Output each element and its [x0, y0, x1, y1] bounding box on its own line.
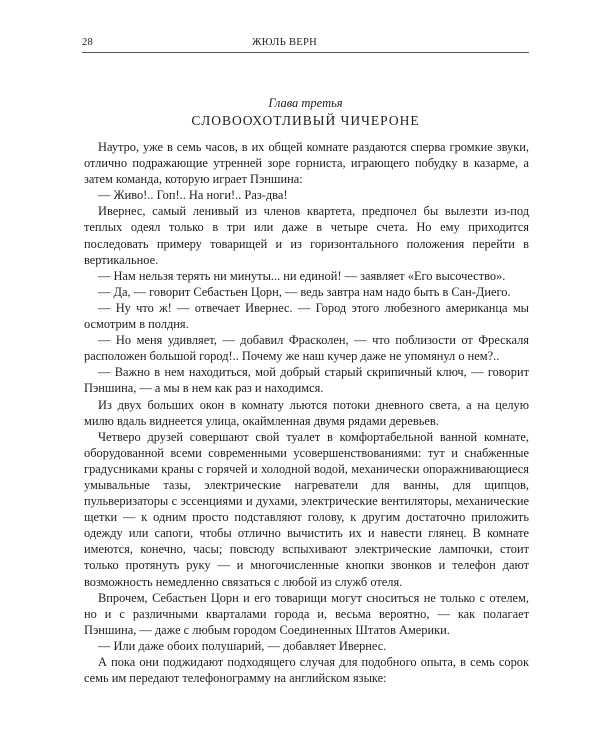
- paragraph: — Да, — говорит Себастьен Цорн, — ведь завтра нам надо быть в Сан-Диего.: [98, 284, 511, 299]
- paragraph: Наутро, уже в семь часов, в их общей комнате раздаются сперва громкие звуки, отлично подражающие утренней зоре горниста, играющего побудку в казарме, а затем команда, которую играет Пэншина:: [84, 140, 529, 187]
- paragraph: Впрочем, Себастьен Цорн и его товарищи могут сноситься не только с отелем, но и с различными кварталами города и, весьма вероятно, — как полагает Пэншина, — даже с любым городом Соединенных Штатов Америки.: [84, 590, 529, 637]
- paragraph: — Или даже обоих полушарий, — добавляет Ивернес.: [98, 638, 387, 653]
- running-head: [82, 37, 529, 53]
- paragraph: — Важно в нем находиться, мой добрый старый скрипичный ключ, — говорит Пэншина, — а мы в нем как раз и находимся.: [84, 365, 529, 396]
- paragraph: Из двух больших окон в комнату льются потоки дневного света, а на целую милю вдаль виднеется улица, окаймленная двумя рядами деревьев.: [84, 397, 529, 428]
- header-rule: [82, 52, 529, 53]
- paragraph: А пока они поджидают подходящего случая для подобного опыта, в семь сорок семь им передают телефонограмму на английском языке:: [84, 655, 529, 686]
- paragraph: — Ну что ж! — отвечает Ивернес. — Город этого любезного американца мы осмотрим в полдня.: [84, 300, 529, 332]
- paragraph: Четверо друзей совершают свой туалет в комфортабельной ванной комнате, оборудованной всеми современными усовершенствованиями: тут и снабженные градусниками краны с горячей и холодной водой, механически опоражнивающиеся умывальные тазы, электрические нагреватели для ванны, для щипцов, пульверизаторы с эссенциями и духами, электрические вентиляторы, механические щетки — к одним просто подставляют голову, к другим достаточно приложить одежду или сапоги, чтобы отлично вычистить их и навести глянец. В комнате имеются, конечно, часы; повсюду вспыхивают электрические лампочки, стоит только протянуть руку — и многочисленные кнопки звонков и телефон дают возможность немедленно связаться с любой из служб отеля.: [84, 429, 529, 589]
- paragraph: Ивернес, самый ленивый из членов квартета, предпочел бы вылезти из-под теплых одеял только в три или даже в четыре счета. Но ему приходится последовать примеру товарищей и из горизонтального положения перейти в вертикальное.: [84, 204, 529, 267]
- book-title: ЖЮЛЬ ВЕРН: [252, 37, 317, 48]
- body-text: [84, 139, 529, 686]
- paragraph: — Нам нельзя терять ни минуты... ни единой! — заявляет «Его высочество».: [98, 268, 506, 283]
- chapter-label: Глава третья: [268, 96, 343, 110]
- paragraph: — Живо!.. Гоп!.. На ноги!.. Раз-два!: [98, 188, 288, 203]
- paragraph: — Но меня удивляет, — добавил Фрасколен, — что поблизости от Фрескаля расположен большой город!.. Почему же наш кучер даже не упомянул о нем?..: [84, 333, 529, 364]
- page-number: 28: [82, 37, 94, 48]
- chapter-title: СЛОВООХОТЛИВЫЙ ЧИЧЕРОНЕ: [191, 113, 420, 128]
